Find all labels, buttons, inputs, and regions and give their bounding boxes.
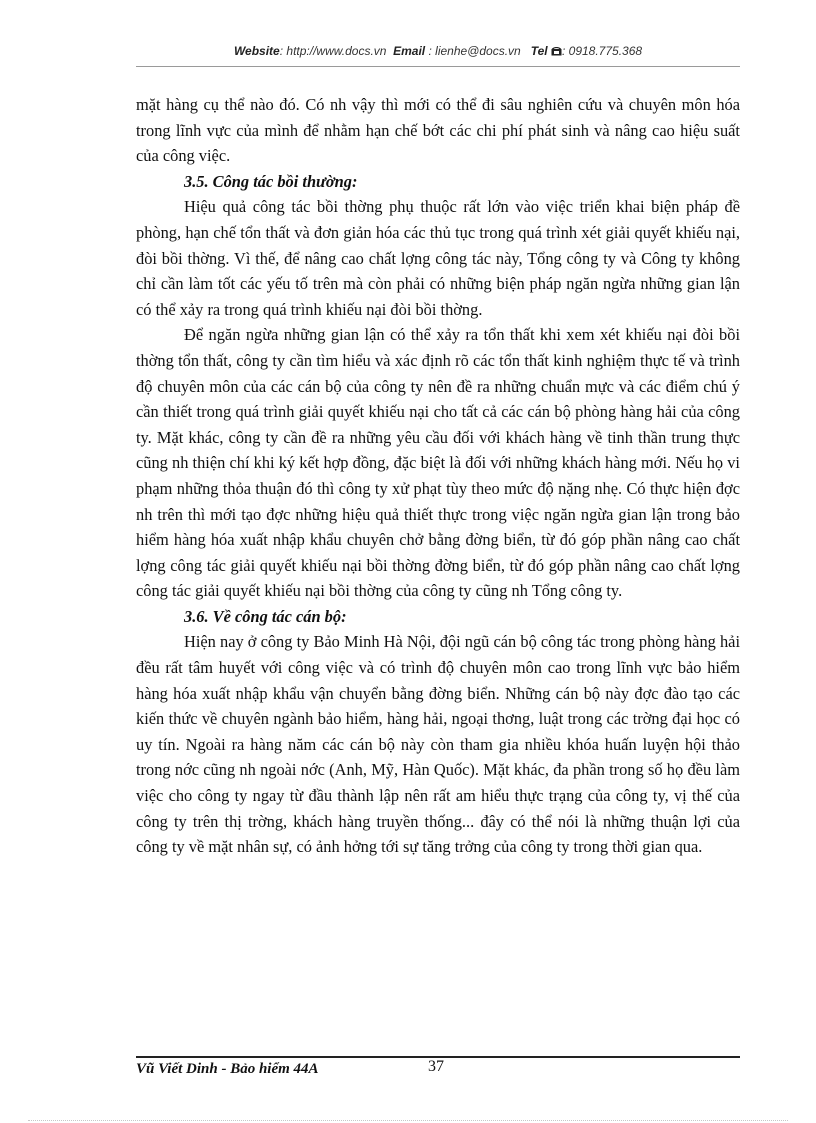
page-header	[136, 44, 740, 59]
page-number: 37	[428, 1058, 444, 1075]
tel-label: Tel	[530, 44, 548, 58]
paragraph-fraud-prevention: Để ngăn ngừa những gian lận có thể xảy ra tổn thất khi xem xét khiếu nại đòi bồi thờng tổn thất, công ty cần tìm hiểu và xác định rõ các tổn thất kinh nghiệm thực tế và trình độ chuyên môn của các cán bộ của công ty nên đề ra những chuẩn mực và các điểm chú ý cần thiết trong quá trình giải quyết khiếu nại cho tất cả các cán bộ phòng hàng hải của công ty. Mặt khác, công ty cần đề ra những yêu cầu đối với khách hàng về tinh thần trung thực cũng nh thiện chí khi ký kết hợp đồng, đặc biệt là đối với những khách hàng mới. Nếu họ vi phạm những thỏa thuận đó thì công ty xử phạt tùy theo mức độ nặng nhẹ. Có thực hiện đợc nh trên thì mới tạo đợc những hiệu quả thiết thực trong việc ngăn ngừa gian lận trong bảo hiểm hàng hóa xuất nhập khẩu chuyên chở bằng đờng biển, từ đó góp phần nâng cao chất lợng công tác giải quyết khiếu nại bồi thờng đờng biển, từ đó góp phần nâng cao chất lợng công tác giải quyết khiếu nại bồi thờng của công ty cũng nh Tổng công ty.	[136, 325, 740, 601]
email-value: : lienhe@docs.vn	[428, 44, 521, 58]
email-label: Email	[393, 44, 426, 58]
paragraph-staff: Hiện nay ở công ty Bảo Minh Hà Nội, đội ngũ cán bộ công tác trong phòng hàng hải đều rất tâm huyết với công việc và có trình độ chuyên môn cao trong lĩnh vực bảo hiểm hàng hóa xuất nhập khẩu vận chuyển bằng đờng biển. Những cán bộ này đợc đào tạo các kiến thức về chuyên ngành bảo hiểm, hàng hải, ngoại thơng, luật trong các trờng đại học có uy tín. Ngoài ra hàng năm các cán bộ này còn tham gia nhiều khóa huấn luyện hội thảo trong nớc cũng nh ngoài nớc (Anh, Mỹ, Hàn Quốc). Mặt khác, đa phần trong số họ đều làm việc cho công ty ngay từ đầu thành lập nên rất am hiểu thực trạng của công ty, vị thế của công ty trên thị trờng, khách hàng truyền thống... đây có thể nói là những thuận lợi của công ty về mặt nhân sự, có ảnh hởng tới sự tăng trởng của công ty trong thời gian qua.	[136, 632, 740, 857]
tel-value: : 0918.775.368	[561, 44, 643, 58]
section-heading-3-6: 3.6. Về công tác cán bộ:	[184, 606, 347, 626]
footer-author: Vũ Viết Dinh - Bảo hiểm 44A	[136, 1061, 319, 1077]
paragraph-intro: mặt hàng cụ thể nào đó. Có nh vậy thì mới có thể đi sâu nghiên cứu và chuyên môn hóa trong lĩnh vực của mình để nhằm hạn chế bớt các chi phí phát sinh và nâng cao hiệu suất của công việc.	[136, 95, 740, 166]
website-label: Website	[233, 44, 280, 58]
phone-icon	[551, 45, 562, 59]
document-body	[136, 92, 740, 860]
section-heading-3-5: 3.5. Công tác bồi thường:	[184, 171, 358, 191]
paragraph-compensation-efficiency: Hiệu quả công tác bồi thờng phụ thuộc rất lớn vào việc triển khai biện pháp đề phòng, hạn chế tổn thất và đơn giản hóa các thủ tục trong quá trình xét giải quyết khiếu nại, đòi bồi thờng. Vì thế, để nâng cao chất lợng công tác này, Tổng công ty và Công ty không chỉ cần làm tốt các yếu tố trên mà còn phải có những biện pháp ngăn ngừa những gian lận có thể xảy ra trong quá trình khiếu nại đòi bồi thờng.	[136, 197, 740, 319]
header-divider	[136, 66, 740, 67]
website-value: : http://www.docs.vn	[279, 44, 387, 58]
page-bottom-border	[28, 1120, 788, 1121]
